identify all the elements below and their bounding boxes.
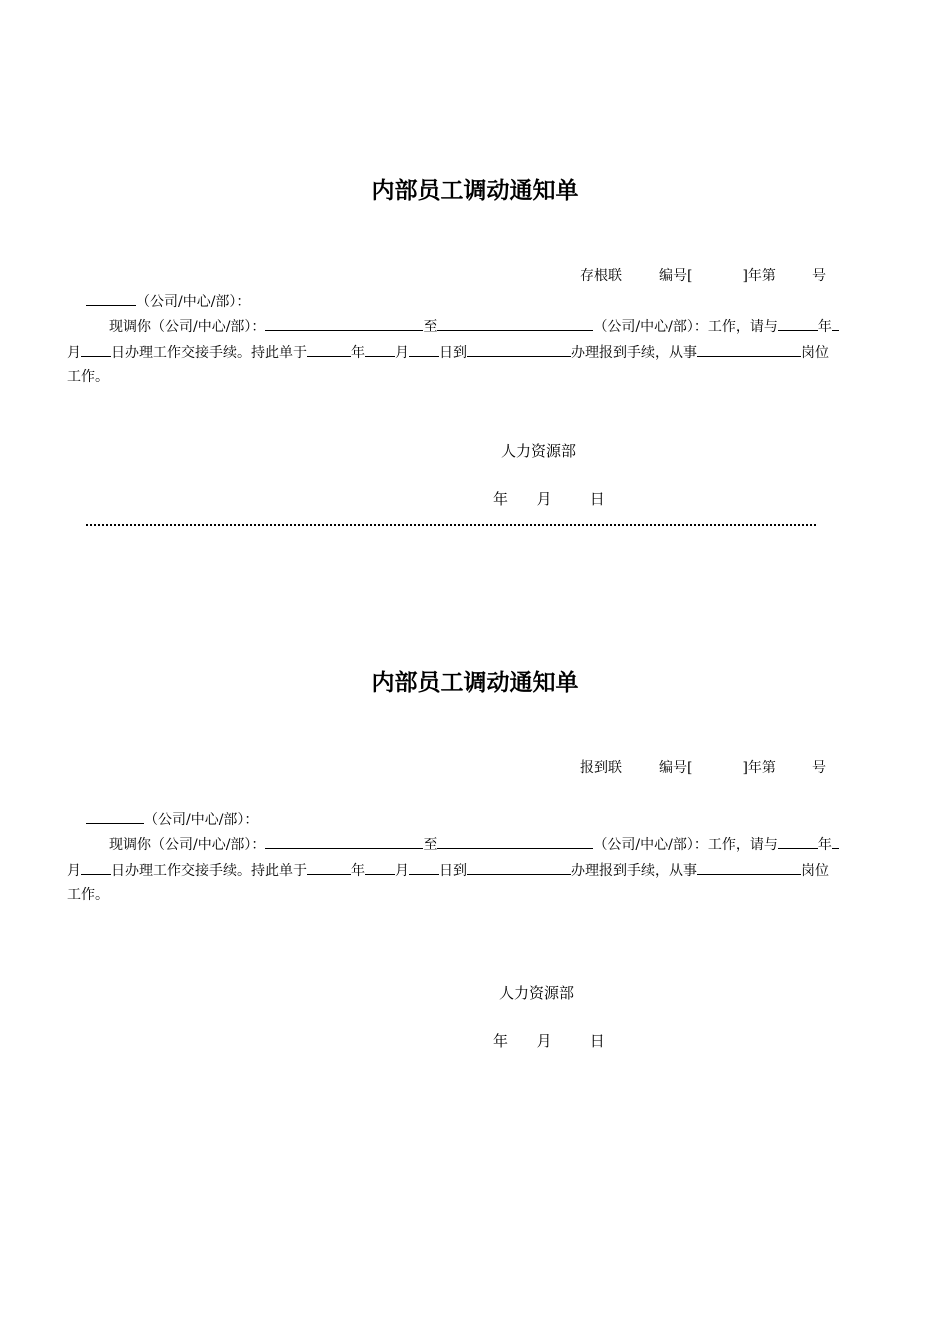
report-month-blank[interactable] [365,858,395,875]
number-blank[interactable] [692,756,742,772]
text-segment: 年 [817,837,832,853]
report-year-blank[interactable] [307,340,351,357]
handover-day-blank[interactable] [81,858,111,875]
addressee-blank[interactable] [86,289,136,306]
handover-year-blank[interactable] [778,832,818,849]
form-title: 内部员工调动通知单 [371,670,579,696]
number-suffix: 号 [811,268,826,284]
text-segment: 岗位 [801,345,829,361]
position-blank[interactable] [697,340,801,357]
number-prefix: 编号[ [659,268,693,284]
position-blank[interactable] [697,858,801,875]
to-unit-blank[interactable] [437,832,593,849]
copy-label: 存根联 [580,268,622,284]
report-month-blank[interactable] [365,340,395,357]
from-unit-blank[interactable] [265,314,423,331]
number-suffix: 号 [811,760,826,776]
text-segment: 日办理工作交接手续。持此单于 [111,345,307,361]
copy-label: 报到联 [580,760,622,776]
number-blank[interactable] [692,264,742,280]
to-unit-blank[interactable] [437,314,593,331]
report-day-blank[interactable] [409,340,439,357]
report-year-blank[interactable] [307,858,351,875]
text-segment: 现调你（公司/中心/部）： [109,319,266,335]
text-segment: 岗位 [801,863,829,879]
text-segment: 月 [67,345,81,361]
date-month: 月 [536,490,552,508]
addressee-line [86,289,250,311]
text-segment: （公司/中心/部）：工作，请与 [593,837,778,853]
body-line-2 [67,858,829,880]
text-segment: 至 [423,319,438,335]
body-line-1 [109,832,839,854]
number-mid: ]年第 [742,760,776,776]
body-line-3: 工作。 [67,887,109,903]
date-year: 年 [493,490,509,508]
date-month: 月 [536,1032,552,1050]
text-segment: 年 [817,319,832,335]
body-line-3: 工作。 [67,369,109,385]
text-segment: （公司/中心/部）：工作，请与 [593,319,778,335]
text-segment: 年 [351,863,365,879]
signature-date [493,488,605,509]
form-number-line [580,756,826,777]
body-line-2 [67,340,829,362]
form-title: 内部员工调动通知单 [371,178,579,204]
from-unit-blank[interactable] [265,832,423,849]
report-location-blank[interactable] [467,858,571,875]
form-number-line [580,264,826,285]
number-mid: ]年第 [742,268,776,284]
issuing-department: 人力资源部 [499,984,575,1002]
text-segment: 现调你（公司/中心/部）： [109,837,266,853]
date-day: 日 [589,1032,605,1050]
addressee-suffix: （公司/中心/部）： [144,812,259,828]
number-prefix: 编号[ [659,760,693,776]
signature-date [493,1030,605,1051]
text-segment: 日到 [439,863,467,879]
addressee-line [86,807,258,829]
addressee-blank[interactable] [86,807,144,824]
handover-trail-blank [832,832,839,849]
date-day: 日 [589,490,605,508]
handover-day-blank[interactable] [81,340,111,357]
text-segment: 日到 [439,345,467,361]
text-segment: 月 [67,863,81,879]
report-day-blank[interactable] [409,858,439,875]
body-line-1 [109,314,839,336]
handover-trail-blank [832,314,839,331]
text-segment: 年 [351,345,365,361]
text-segment: 办理报到手续，从事 [571,345,697,361]
addressee-suffix: （公司/中心/部）： [136,294,251,310]
text-segment: 日办理工作交接手续。持此单于 [111,863,307,879]
text-segment: 办理报到手续，从事 [571,863,697,879]
handover-year-blank[interactable] [778,314,818,331]
issuing-department: 人力资源部 [501,442,577,460]
report-location-blank[interactable] [467,340,571,357]
text-segment: 月 [395,863,409,879]
date-year: 年 [493,1032,509,1050]
cut-line [86,524,816,526]
text-segment: 月 [395,345,409,361]
text-segment: 至 [423,837,438,853]
